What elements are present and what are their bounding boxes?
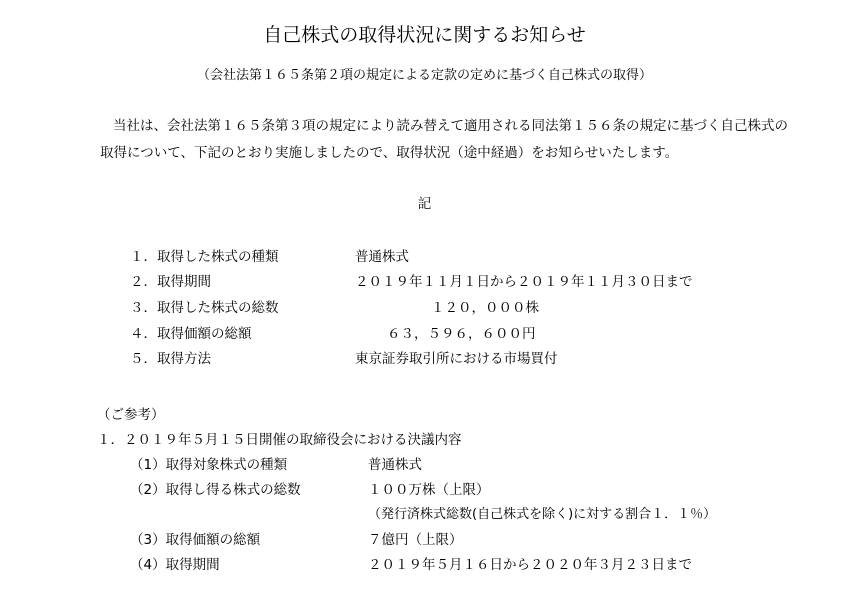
item-4-label: ４．取得価額の総額 <box>130 326 252 342</box>
document-subtitle: （会社法第１６５条第２項の規定による定款の定めに基づく自己株式の取得） <box>196 68 652 83</box>
item-3-label: ３．取得した株式の総数 <box>130 300 279 316</box>
ki-heading: 記 <box>417 196 432 212</box>
detail-3-label: （3）取得価額の総額 <box>130 532 261 548</box>
item-3-value: １２０，０００株 <box>431 300 539 316</box>
item-1-value: 普通株式 <box>355 249 409 265</box>
detail-2-note: （発行済株式総数(自己株式を除く)に対する割合１．１％） <box>368 507 717 522</box>
detail-2-label: （2）取得し得る株式の総数 <box>130 482 301 498</box>
detail-4-value: ２０１９年５月１６日から２０２０年３月２３日まで <box>368 557 692 573</box>
item-2-value: ２０１９年１１月１日から２０１９年１１月３０日まで <box>355 274 693 290</box>
detail-1-label: （1）取得対象株式の種類 <box>130 457 288 473</box>
reference-resolution: １．２０１９年５月１５日開催の取締役会における決議内容 <box>97 432 462 448</box>
detail-3-value: ７億円（上限） <box>368 532 463 548</box>
detail-1-value: 普通株式 <box>368 457 422 473</box>
detail-4-label: （4）取得期間 <box>130 557 220 573</box>
item-1-label: １．取得した株式の種類 <box>130 249 279 265</box>
item-2-label: ２．取得期間 <box>130 274 211 290</box>
reference-heading: （ご参考） <box>97 407 165 423</box>
item-4-value: ６３，５９６，６００円 <box>387 326 536 342</box>
intro-paragraph: 当社は、会社法第１６５条第３項の規定により読み替えて適用される同法第１５６条の規定に基づく自己株式の取得について、下記のとおり実施しましたので、取得状況（途中経過）をお知らせいたします。 <box>100 118 788 161</box>
document-title: 自己株式の取得状況に関するお知らせ <box>263 24 586 46</box>
item-5-value: 東京証券取引所における市場買付 <box>355 351 558 367</box>
item-5-label: ５．取得方法 <box>130 351 211 367</box>
detail-2-value: １００万株（上限） <box>368 482 490 498</box>
